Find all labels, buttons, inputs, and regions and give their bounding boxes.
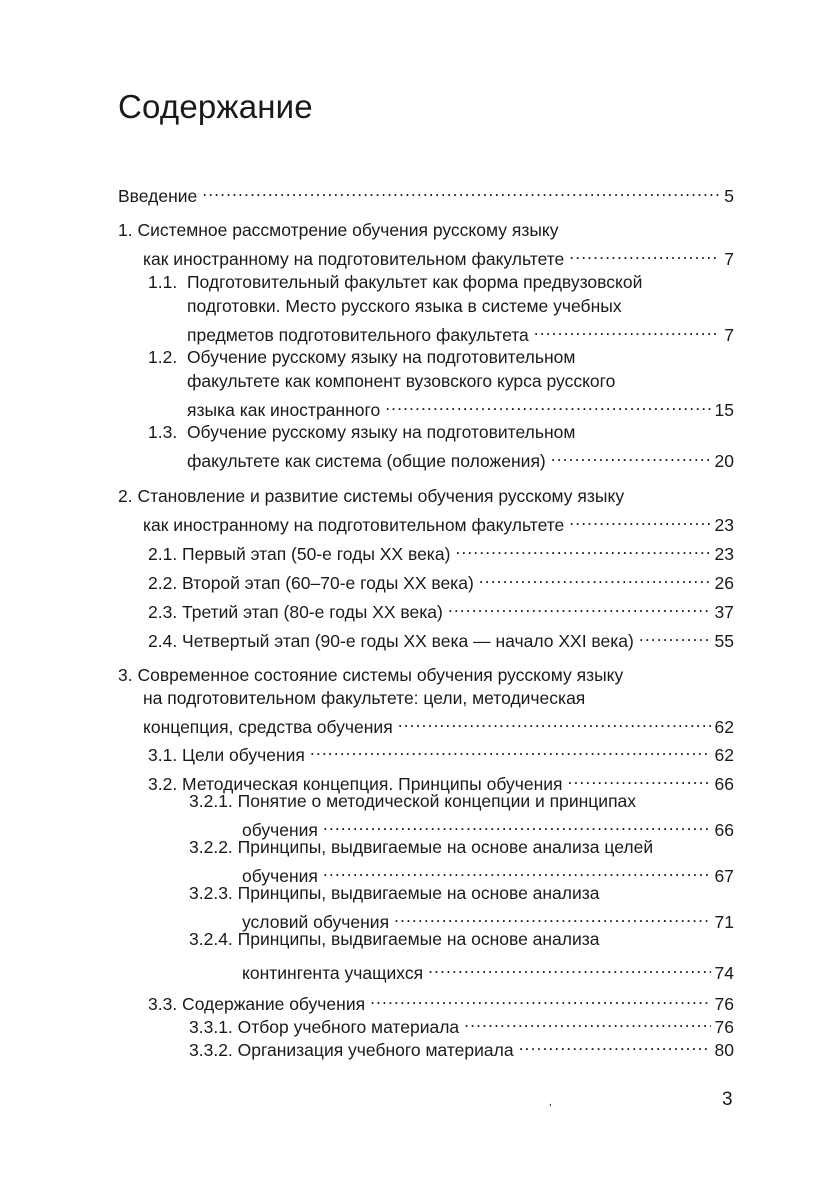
- leader-dots: [202, 179, 720, 202]
- page-ref: 23: [714, 544, 734, 564]
- toc-entry-1-2[interactable]: 1.2. Обучение русскому языку на подготовительном: [148, 347, 576, 367]
- toc-entry-3-2-1-cont[interactable]: обучения ..... 66: [242, 813, 734, 836]
- leader-dots: [370, 987, 710, 1010]
- toc-entry-2-3[interactable]: 2.3. Третий этап (80-е годы XX века) ..... 37: [148, 595, 734, 618]
- toc-entry-chapter-1[interactable]: 1. Системное рассмотрение обучения русскому языку: [118, 220, 559, 240]
- leader-dots: [519, 1033, 711, 1056]
- toc-entry-1-3-cont[interactable]: факультете как система (общие положения) ..... 20: [187, 444, 734, 467]
- leader-dots: [394, 905, 710, 928]
- toc-entry-2-1[interactable]: 2.1. Первый этап (50-е годы XX века) ..... 23: [148, 537, 734, 560]
- leader-dots: [398, 710, 711, 733]
- toc-entry-3-2-2-cont[interactable]: обучения ..... 67: [242, 859, 734, 882]
- page-ref: 66: [714, 774, 734, 794]
- leader-dots: [639, 624, 711, 647]
- leader-dots: [428, 956, 710, 979]
- toc-entry-3-2-4[interactable]: 3.2.4. Принципы, выдвигаемые на основе анализа: [189, 929, 600, 949]
- leader-dots: [385, 393, 710, 416]
- page-ref: 26: [714, 573, 734, 593]
- leader-dots: [323, 859, 711, 882]
- leader-dots: [448, 595, 711, 618]
- page-ref: 20: [714, 451, 734, 471]
- toc-entry-3-2-4-cont[interactable]: контингента учащихся ..... 74: [242, 956, 734, 979]
- page-ref: 15: [714, 400, 734, 420]
- toc-entry-2-4[interactable]: 2.4. Четвертый этап (90-е годы XX века — начало XXI века) ..... 55: [148, 624, 734, 647]
- page-ref: 66: [714, 820, 734, 840]
- leader-dots: [569, 508, 710, 531]
- leader-dots: [323, 813, 711, 836]
- toc-entry-3-3-1[interactable]: 3.3.1. Отбор учебного материала ..... 76: [189, 1010, 734, 1033]
- toc-entry-1-3[interactable]: 1.3. Обучение русскому языку на подготовительном: [148, 422, 576, 442]
- toc-entry-1-1[interactable]: 1.1. Подготовительный факультет как форма предвузовской: [148, 272, 643, 292]
- leader-dots: [567, 767, 710, 790]
- print-mark: ‚: [549, 1094, 552, 1108]
- toc-entry-1-1-cont[interactable]: подготовки. Место русского языка в системе учебных: [187, 296, 622, 316]
- page-ref: 76: [714, 1017, 734, 1037]
- toc-entry-3-2-3-cont[interactable]: условий обучения ..... 71: [242, 905, 734, 928]
- toc-entry-3-2-1[interactable]: 3.2.1. Понятие о методической концепции и принципах: [189, 791, 637, 811]
- toc-entry-chapter-3-cont[interactable]: концепция, средства обучения ..... 62: [143, 710, 734, 733]
- toc-entry-1-2-cont[interactable]: языка как иностранного ..... 15: [187, 393, 734, 416]
- toc-entry-3-2[interactable]: 3.2. Методическая концепция. Принципы обучения ..... 66: [148, 767, 734, 790]
- toc-entry-1-2-cont[interactable]: факультете как компонент вузовского курса русского: [187, 371, 616, 391]
- toc-entry-chapter-2-cont[interactable]: как иностранному на подготовительном факультете ..... 23: [143, 508, 734, 531]
- toc-entry-3-3-2[interactable]: 3.3.2. Организация учебного материала ..... 80: [189, 1033, 734, 1056]
- page-ref: 7: [724, 249, 734, 269]
- toc-entry-3-2-3[interactable]: 3.2.3. Принципы, выдвигаемые на основе анализа: [189, 883, 600, 903]
- leader-dots: [479, 566, 711, 589]
- leader-dots: [534, 318, 720, 341]
- page-ref: 7: [724, 325, 734, 345]
- toc-entry-chapter-3-cont[interactable]: на подготовительном факультете: цели, методическая: [143, 688, 586, 708]
- page-ref: 55: [714, 631, 734, 651]
- toc-entry-introduction[interactable]: Введение ..... 5: [118, 179, 734, 202]
- page-ref: 62: [714, 717, 734, 737]
- page-number: 3: [722, 1089, 733, 1110]
- leader-dots: [310, 738, 711, 761]
- page-ref: 62: [714, 745, 734, 765]
- page-ref: 37: [714, 602, 734, 622]
- page-title: Содержание: [118, 88, 313, 125]
- page-ref: 80: [714, 1040, 734, 1060]
- toc-entry-3-3[interactable]: 3.3. Содержание обучения ..... 76: [148, 987, 734, 1010]
- toc-entry-chapter-1-cont[interactable]: как иностранному на подготовительном факультете ..... 7: [143, 242, 734, 265]
- leader-dots: [569, 242, 720, 265]
- page-ref: 74: [714, 963, 734, 983]
- toc-entry-3-1[interactable]: 3.1. Цели обучения ..... 62: [148, 738, 734, 761]
- table-of-contents: [118, 0, 734, 1182]
- toc-entry-chapter-2[interactable]: 2. Становление и развитие системы обучения русскому языку: [118, 486, 625, 506]
- leader-dots: [464, 1010, 710, 1033]
- page-ref: 5: [724, 186, 734, 206]
- toc-entry-chapter-3[interactable]: 3. Современное состояние системы обучения русскому языку: [118, 665, 624, 685]
- toc-entry-3-2-2[interactable]: 3.2.2. Принципы, выдвигаемые на основе анализа целей: [189, 837, 654, 857]
- page-ref: 67: [714, 866, 734, 886]
- page-ref: 76: [714, 994, 734, 1014]
- leader-dots: [551, 444, 711, 467]
- page-ref: 23: [714, 515, 734, 535]
- leader-dots: [455, 537, 710, 560]
- page-ref: 71: [714, 912, 734, 932]
- toc-entry-2-2[interactable]: 2.2. Второй этап (60–70-е годы XX века) ..... 26: [148, 566, 734, 589]
- toc-entry-1-1-cont[interactable]: предметов подготовительного факультета ..... 7: [187, 318, 734, 341]
